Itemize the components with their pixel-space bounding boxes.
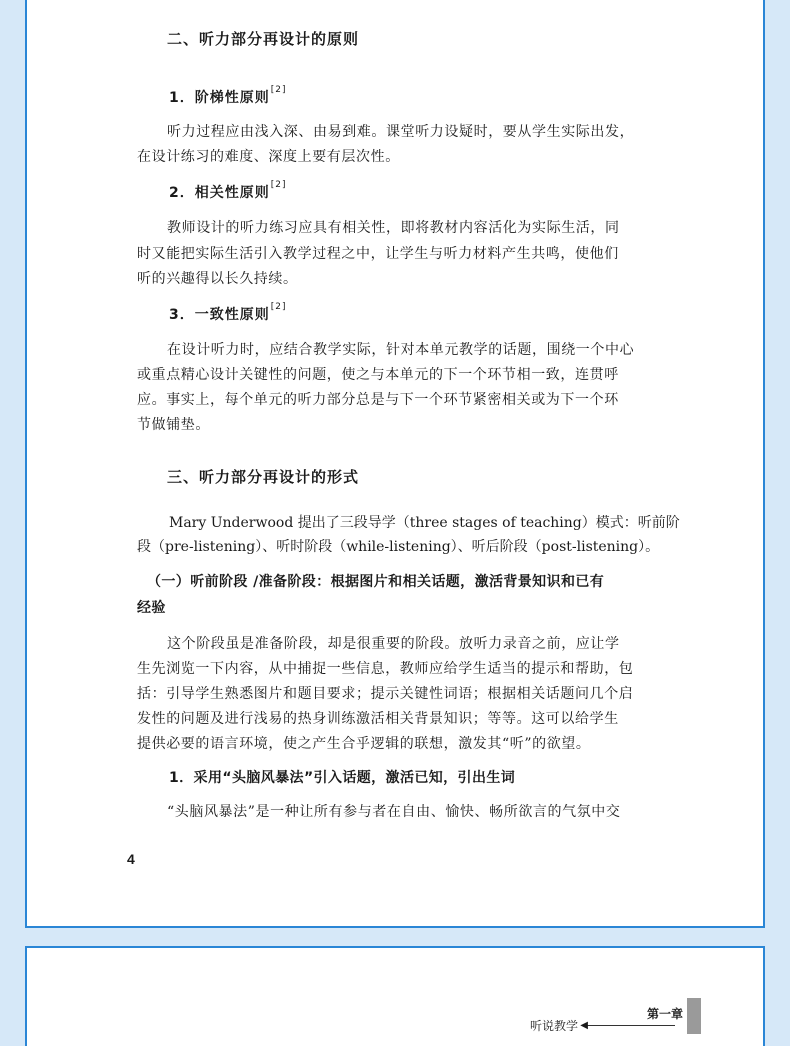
paragraph-line: 在设计听力时，应结合教学实际，针对本单元教学的话题，围绕一个中心 <box>167 342 635 358</box>
section-3-title: 三、听力部分再设计的形式 <box>167 468 360 486</box>
paragraph-line: 段（pre-listening）、听时阶段（while-listening）、听后阶段（post-listening）。 <box>137 539 660 555</box>
paragraph-line: 节做铺垫。 <box>137 417 210 433</box>
principle-2-heading: 2．相关性原则[2] <box>169 180 287 201</box>
paragraph-line: 括：引导学生熟悉图片和题目要求；提示关键性词语；根据相关话题问几个启 <box>137 686 634 702</box>
arrow-left-icon: ◀ <box>580 1020 588 1031</box>
running-title: 听说教学 <box>529 1019 578 1033</box>
paragraph-line: “头脑风暴法”是一种让所有参与者在自由、愉快、畅所欲言的气氛中交 <box>167 804 621 820</box>
paragraph-line: 在设计练习的难度、深度上要有层次性。 <box>137 149 400 165</box>
stage-1-heading: （一）听前阶段 /准备阶段：根据图片和相关话题，激活背景知识和已有 <box>147 574 605 590</box>
paragraph-line: 时又能把实际生活引入教学过程之中，让学生与听力材料产生共鸣，使他们 <box>137 246 619 262</box>
page-number: 4 <box>127 851 135 867</box>
paragraph-line: 教师设计的听力练习应具有相关性，即将教材内容活化为实际生活，同 <box>167 220 620 236</box>
paragraph-line: 发性的问题及进行浅易的热身训练激活相关背景知识；等等。这可以给学生 <box>137 711 619 727</box>
paragraph-line: 或重点精心设计关键性的问题，使之与本单元的下一个环节相一致，连贯呼 <box>137 367 619 383</box>
paragraph-line: Mary Underwood 提出了三段导学（three stages of teaching）模式：听前阶 <box>169 515 680 531</box>
section-2-title: 二、听力部分再设计的原则 <box>167 30 360 48</box>
principle-3-heading: 3．一致性原则[2] <box>169 302 287 323</box>
header-rule <box>585 1025 675 1026</box>
paragraph-line: 听的兴趣得以长久持续。 <box>137 271 298 287</box>
paragraph-line: 生先浏览一下内容，从中捕捉一些信息，教师应给学生适当的提示和帮助，包 <box>137 661 634 677</box>
document-page-1 <box>25 0 765 928</box>
stage-1-heading-cont: 经验 <box>137 600 166 616</box>
paragraph-line: 听力过程应由浅入深、由易到难。课堂听力设疑时，要从学生实际出发， <box>167 124 635 140</box>
principle-1-heading: 1．阶梯性原则[2] <box>169 85 287 106</box>
paragraph-line: 这个阶段虽是准备阶段，却是很重要的阶段。放听力录音之前，应让学 <box>167 636 620 652</box>
document-page-2 <box>25 946 765 1046</box>
paragraph-line: 提供必要的语言环境，使之产生合乎逻辑的联想，激发其“听”的欲望。 <box>137 736 591 752</box>
chapter-tab-marker <box>687 998 701 1034</box>
paragraph-line: 应。事实上，每个单元的听力部分总是与下一个环节紧密相关或为下一个环 <box>137 392 619 408</box>
chapter-label: 第一章 <box>646 1007 683 1021</box>
method-1-heading: 1．采用“头脑风暴法”引入话题，激活已知，引出生词 <box>169 770 516 786</box>
